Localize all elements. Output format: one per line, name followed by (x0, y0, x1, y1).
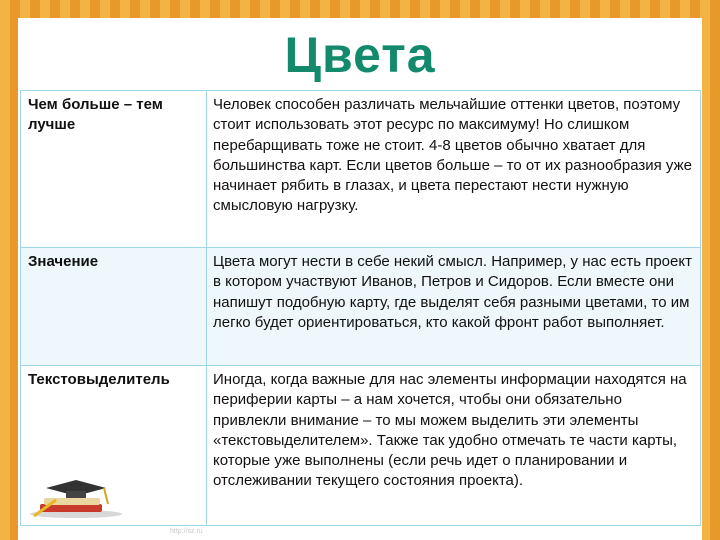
row-term: Значение (21, 248, 207, 366)
row-text: Человек способен различать мельчайшие оттенки цветов, поэтому стоит использовать этот ресурс по максимуму! Но слишком перебарщивать тоже не стоит. 4-8 цветов обычно хватает для большинства карт. Если цветов больше – то от их разнообразия уже начинает рябить в глазах, и цвета перестают нести нужную смысловую нагрузку. (207, 91, 701, 248)
footer-url: http://sz.ru (170, 528, 203, 535)
table-row (21, 91, 701, 248)
row-text: Иногда, когда важные для нас элементы информации находятся на периферии карты – а нам хочется, чтобы они обязательно привлекли внимание – то мы можем выделить эти элементы «текстовыделителем». Также так удобно отмечать те части карты, которые уже выполнены (если речь идет о планировании и отслеживании текущего состояния проекта). (207, 366, 701, 526)
table-row (21, 248, 701, 366)
cap-base-shape (66, 491, 86, 498)
row-text: Цвета могут нести в себе некий смысл. Например, у нас есть проект в котором участвуют Иванов, Петров и Сидоров. Если вместе они напишут подобную карту, где выделят себя разными цветами, то им легко будет ориентироваться, кто какой фронт работ выполняет. (207, 248, 701, 366)
row-term: Текстовыделитель (21, 366, 207, 526)
tassel-shape (104, 488, 108, 504)
row-term: Чем больше – тем лучше (21, 91, 207, 248)
slide-title: Цвета (284, 27, 436, 83)
graduation-books-illustration (26, 476, 126, 520)
content-table (20, 90, 701, 526)
